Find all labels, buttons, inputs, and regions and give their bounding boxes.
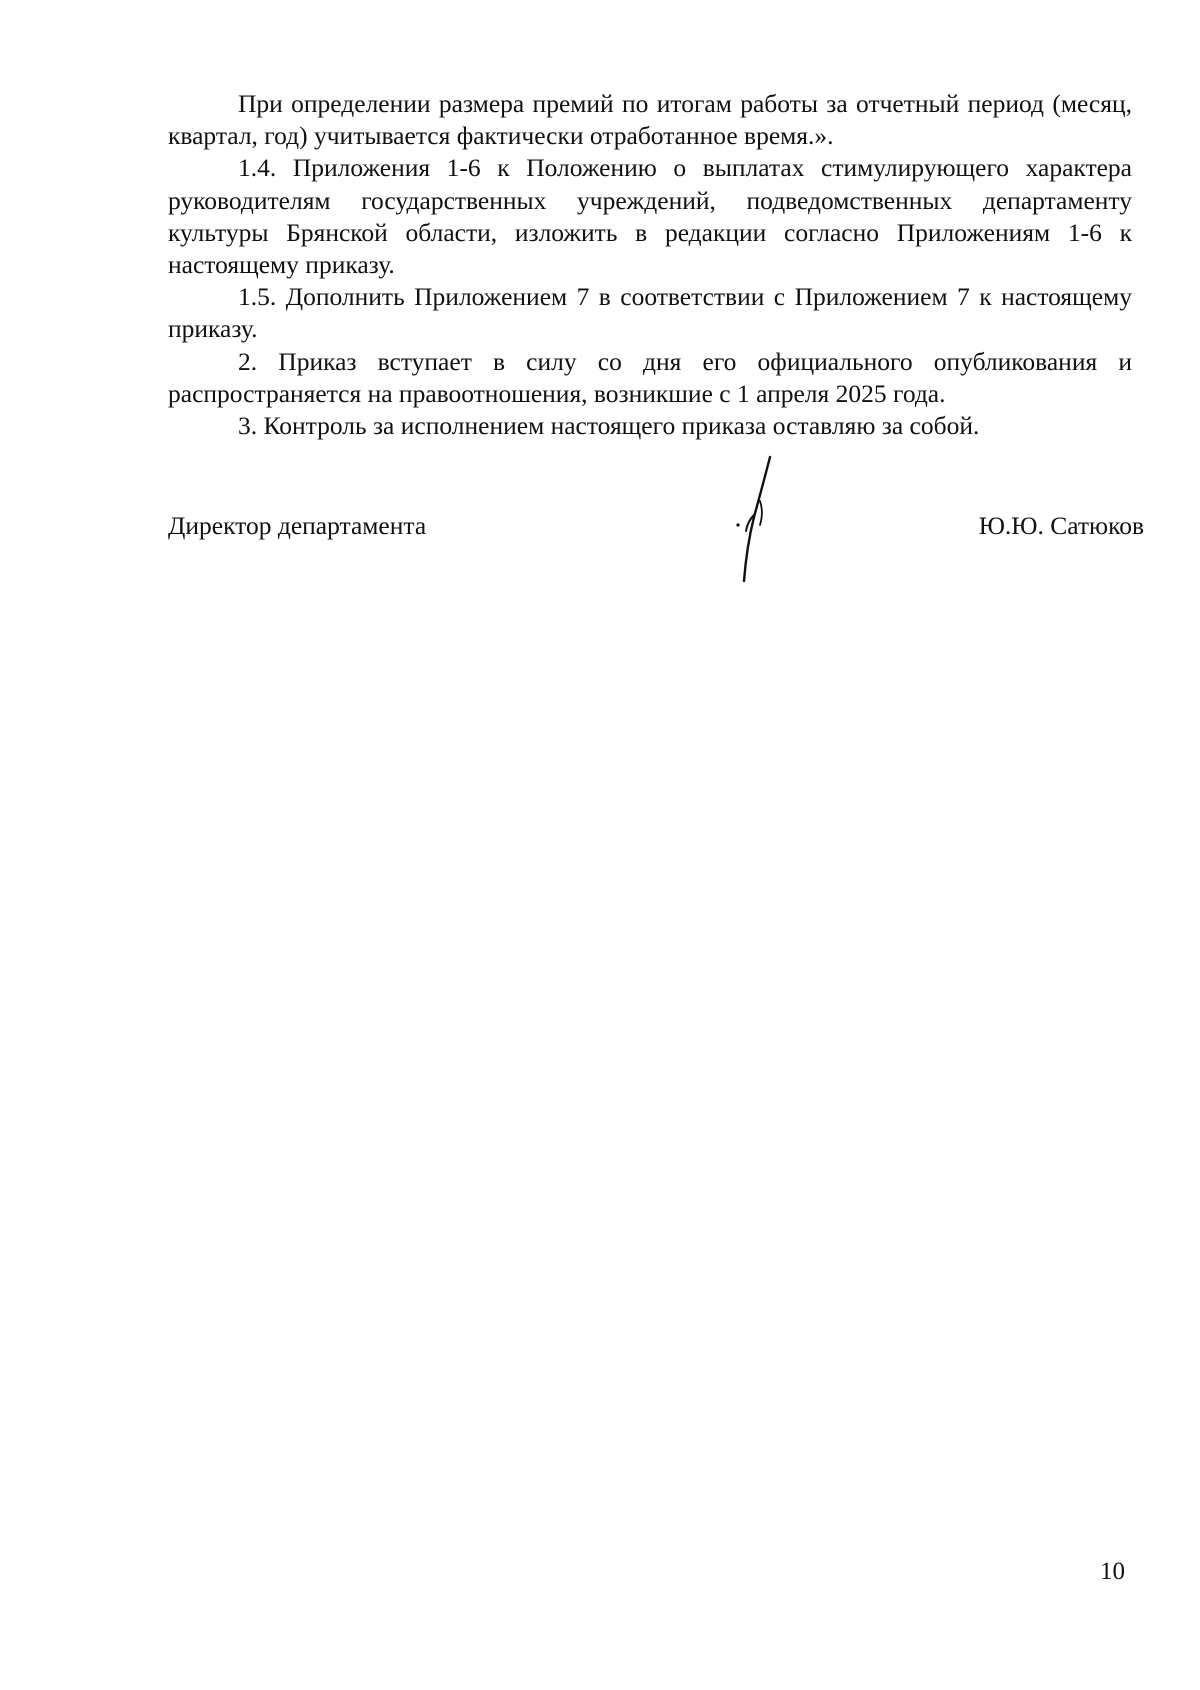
handwritten-signature <box>720 455 780 585</box>
signatory-position: Директор департамента <box>168 511 427 540</box>
page-number: 10 <box>1100 1558 1125 1585</box>
signatory-name: Ю.Ю. Сатюков <box>978 511 1144 540</box>
paragraph-bonus-calculation: При определении размера премий по итогам работы за отчетный период (месяц, квартал, год) учитывается фактически отработанное время.». <box>168 89 1132 151</box>
paragraph-2: 2. Приказ вступает в силу со дня его официального опубликования и распространяется на правоотношения, возникшие с 1 апреля 2025 года. <box>168 346 1132 408</box>
signature-block <box>168 510 1144 550</box>
document-body <box>168 88 1132 442</box>
paragraph-3: 3. Контроль за исполнением настоящего приказа оставляю за собой. <box>238 411 980 441</box>
paragraph-1-5: 1.5. Дополнить Приложением 7 в соответствии с Приложением 7 к настоящему приказу. <box>168 282 1132 344</box>
paragraph-1-4: 1.4. Приложения 1-6 к Положению о выплатах стимулирующего характера руководителям государственных учреждений, подведомственных департаменту культуры Брянской области, изложить в редакции согласно Приложениям 1-6 к настоящему приказу. <box>168 153 1132 280</box>
